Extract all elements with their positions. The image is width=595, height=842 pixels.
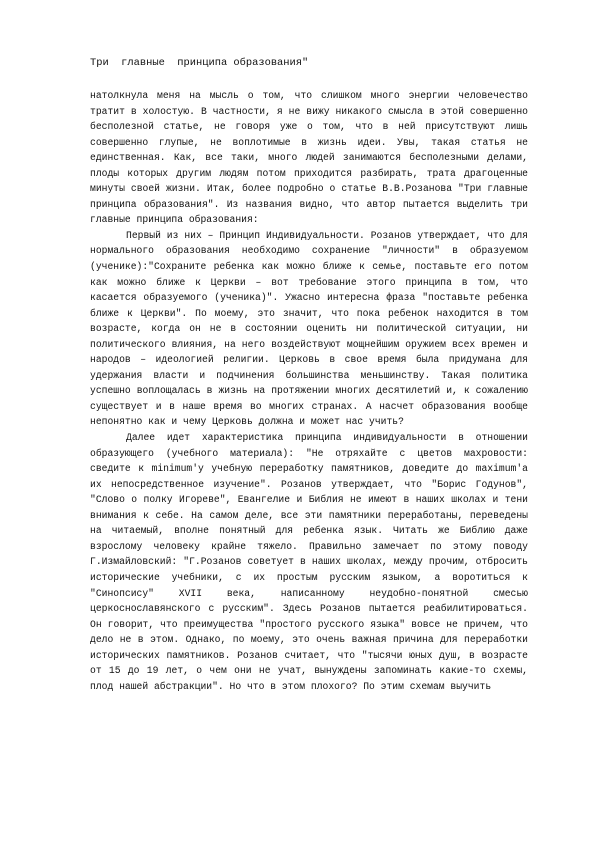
paragraph: Первый из них – Принцип Индивидуальности. Розанов утверждает, что для нормального образования необходимо сохранение "личности" в образуемом (ученике):"Сохраните ребенка как можно ближе к семье, поставьте его потом как можно ближе к Церкви – вот требование этого принципа в том, что касается образуемого (ученика)". Ужасно интересна фраза "поставьте ребенка ближе к Церкви". По моему, это значит, что пока ребенок находится в том возрасте, когда он не в состоянии оценить ни политической ситуации, ни политического влияния, на него воздействуют мощнейшим оружием всех времен и народов – идеологией религии. Церковь в свое время была придумана для удержания власти и подчинения большинства меньшинству. Такая политика успешно воплощалась в жизнь на протяжении многих десятилетий и, к сожалению существует и в наше время во многих странах. А насчет образования вообще непонятно как и чему Церковь должна и может нас учить? bbox=[90, 229, 528, 428]
paragraph: натолкнула меня на мысль о том, что слишком много энергии человечество тратит в холостую. В частности, я не вижу никакого смысла в этой совершенно бесполезной статье, не говоря уже о том, что в ней присутствуют лишь совершенно глупые, не воплотимые в жизнь идеи. Увы, такая статья не единственная. Как, все таки, много людей занимаются бесполезными делами, плоды которых другим людям потом приходится разбирать, трата драгоценные минуты своей жизни. Итак, более подробно о статье В.В.Розанова "Три главные принципа образования". Из названия видно, что автор пытается выделить три главные принципа образования: bbox=[90, 90, 528, 226]
document-body bbox=[90, 88, 528, 694]
document-title: Три главные принципа образования" bbox=[90, 57, 309, 69]
paragraph: Далее идет характеристика принципа индивидуальности в отношении образующего (учебного материала): "Не отряхайте с цветов махровости: сведите к minimum'у учебную переработку памятников, доведите до maximum'а их непосредственное изучение". Розанов утверждает, что "Борис Годунов", "Слово о полку Игореве", Евангелие и Библия не имеют в наших школах и тени внимания к себе. На самом деле, все эти памятники переработаны, переведены на читаемый, вполне понятный для ребенка язык. Читать же Библию даже взрослому человеку крайне тяжело. Правильно замечает по этому поводу Г.Измайловский: "Г.Розанов советует в наших школах, между прочим, отбросить исторические учебники, с их простым русским языком, а воротиться к "Синопсису" XVII века, написанному неудобно-понятной смесью церкоснославянского с русским". Здесь Розанов пытается реабилитироваться. Он говорит, что преимущества "простого русского языка" вовсе не причем, что дело не в этом. Однако, по моему, это очень важная причина для переработки исторических памятников. Розанов считает, что "тысячи юных душ, в возрасте от 15 до 19 лет, о чем они не учат, вынуждены запоминать какие-то схемы, плод нашей абстракции". Но что в этом плохого? По этим схемам выучить bbox=[90, 432, 528, 692]
